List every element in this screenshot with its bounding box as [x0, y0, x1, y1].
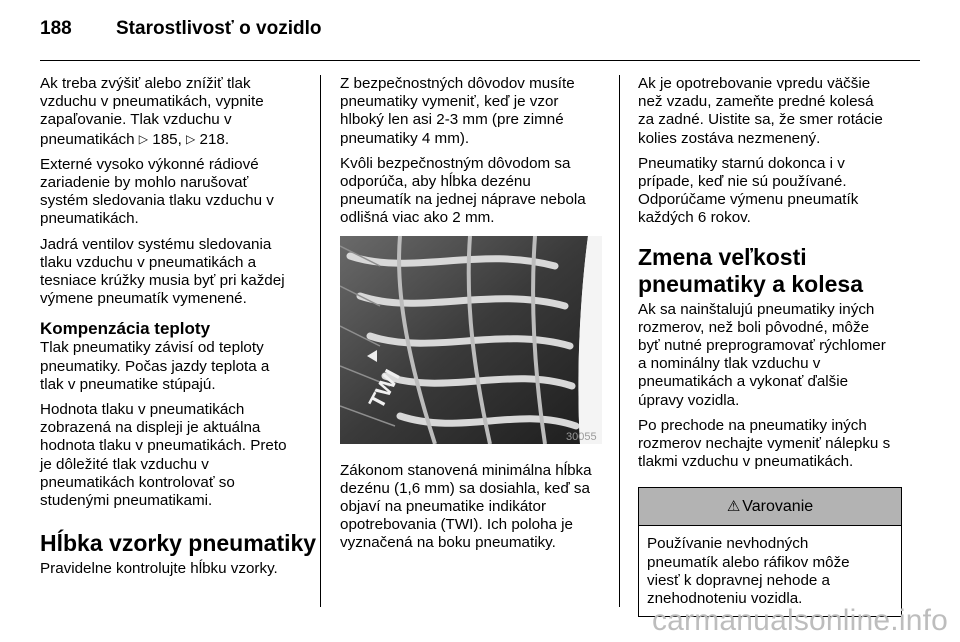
- paragraph: Jadrá ventilov systému sledovania tlaku vzduchu v pneumatikách a tesniace krúžky musia byť pri každej výmene pneumatík vymenené.: [40, 235, 285, 308]
- column-divider-2: [619, 75, 620, 607]
- column-3: [638, 75, 904, 617]
- paragraph: Ak je opotrebovanie vpredu väčšie než vzadu, zameňte predné kolesá za zadné. Uistite sa, že smer rotácie kolies zostáva nezmenený.: [638, 75, 883, 147]
- warning-box: [638, 487, 902, 617]
- paragraph: Hodnota tlaku v pneumatikách zobrazená na displeji je aktuálna hodnota tlaku v pneumatikách. Preto je dôležité tlak vzduchu v pneumatikách kontrolovať so studenými pneumatikami.: [40, 401, 287, 510]
- tire-tread-drawing: [340, 236, 602, 444]
- paragraph: Po prechode na pneumatiky iných rozmerov nechajte vymeniť nálepku s tlakmi vzduchu v pneumatikách.: [638, 416, 891, 471]
- tire-tread-illustration: [340, 236, 602, 444]
- column-divider-1: [320, 75, 321, 607]
- page-ref-link[interactable]: 185: [152, 130, 178, 148]
- paragraph: Ak sa nainštalujú pneumatiky iných rozmerov, než boli pôvodné, môže byť nutné preprogramovať rýchlomer a nominálny tlak vzduchu v pneumatikách a vykonať ďalšie úpravy vozidla.: [638, 300, 886, 409]
- page-ref-arrow-icon: ▷: [186, 131, 196, 146]
- paragraph: Zákonom stanovená minimálna hĺbka dezénu (1,6 mm) sa dosiahla, keď sa objaví na pneumatike indikátor opotrebovania (TWI). Ich poloha je vyznačená na boku pneumatiky.: [340, 461, 592, 552]
- section-heading-temperature: Kompenzácia teploty: [40, 319, 211, 339]
- paragraph: Z bezpečnostných dôvodov musíte pneumatiky vymeniť, keď je vzor hlboký len asi 2-3 mm (pre zimné pneumatiky 4 mm).: [340, 75, 575, 147]
- figure-code: 30055: [566, 430, 597, 443]
- column-1: [40, 75, 317, 585]
- paragraph: Pravidelne kontrolujte hĺbku vzorky.: [40, 560, 278, 578]
- paragraph: Externé vysoko výkonné rádiové zariadenie by mohlo narušovať systém sledovania tlaku vzduchu v pneumatikách.: [40, 155, 274, 228]
- warning-title: Varovanie: [742, 497, 814, 515]
- paragraph: Pneumatiky starnú dokonca i v prípade, keď nie sú používané. Odporúčame výmenu pneumatík každých 6 rokov.: [638, 154, 859, 227]
- header-rule: [40, 60, 920, 61]
- section-heading-tread-depth: Hĺbka vzorky pneumatiky: [40, 530, 317, 557]
- page-ref-arrow-icon: ▷: [138, 131, 149, 146]
- watermark: carmanualsonline.info: [651, 604, 948, 637]
- page-header: [40, 18, 321, 48]
- column-2: [340, 75, 606, 560]
- twi-label: TWI: [363, 364, 405, 413]
- warning-header: [639, 488, 901, 526]
- paragraph: Kvôli bezpečnostným dôvodom sa odporúča, aby hĺbka dezénu pneumatík na jednej náprave nebola odlišná viac ako 2 mm.: [340, 154, 586, 227]
- page-title: Starostlivosť o vozidlo: [116, 18, 322, 39]
- page-ref-link[interactable]: 218: [199, 130, 225, 148]
- warning-triangle-icon: ⚠: [726, 497, 741, 515]
- page-number: 188: [40, 18, 72, 39]
- section-heading-size-change: Zmena veľkosti pneumatiky a kolesa: [638, 243, 863, 297]
- warning-body: Používanie nevhodných pneumatík alebo ráfikov môže viesť k dopravnej nehode a znehodnoteniu vozidla.: [647, 535, 850, 608]
- paragraph: Tlak pneumatiky závisí od teploty pneumatiky. Počas jazdy teplota a tlak v pneumatike stúpajú.: [40, 339, 270, 393]
- paragraph: Ak treba zvýšiť alebo znížiť tlak vzduchu v pneumatikách, vypnite zapaľovanie. Tlak vzduchu v pneumatikách ▷ 185, ▷ 218.: [40, 75, 264, 148]
